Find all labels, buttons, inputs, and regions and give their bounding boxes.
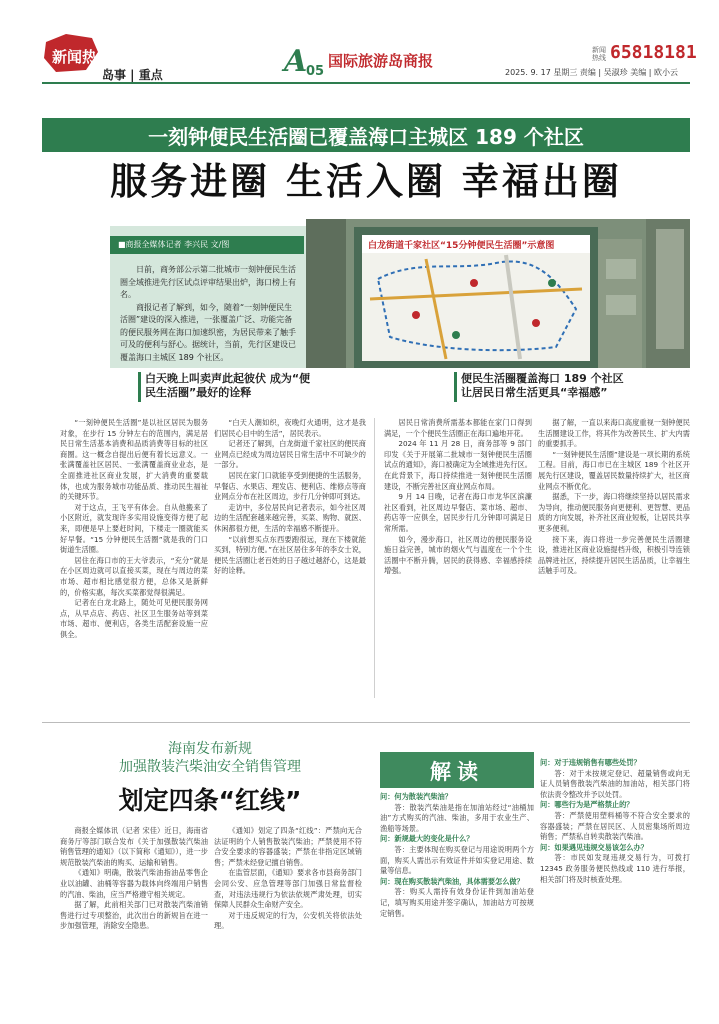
interpretation-banner [380, 752, 534, 788]
section-divider [42, 722, 690, 723]
qa-question: 问：现在购买散装汽柴油，具体需要怎么做？ [380, 876, 524, 886]
paragraph: 走访中，多位居民向记者表示，如今社区周边的生活配套越来越完善，买菜、购物、就医、休闲都很方便，生活的幸福感不断提升。 [214, 502, 366, 533]
byline: ■商报全媒体记者 李兴民 文/图 [118, 240, 230, 249]
story2-kicker: 海南发布新规 加强散装汽柴油安全销售管理 [119, 741, 301, 775]
paragraph: 《通知》明确，散装汽柴油指油品零售企业以油罐、油桶等容器为载体向终端用户销售的汽油、柴油，应当严格遵守相关规定。 [60, 868, 208, 899]
qa-answer: 答：购买人需持有效身份证件到加油站登记，填写购买用途并签字确认，加油站方可按规定销售。 [380, 887, 534, 918]
paragraph: 居住在海口市的王大爷表示，“充分”就是在小区周边就可以直接买菜，现在与周边的菜市场、超市相比感觉很方便，总体又是新鲜的，价格实惠，每次买菜都觉得很满足。 [60, 555, 208, 597]
lead-paragraph: 日前，商务部公示第二批城市一刻钟便民生活圈全域推进先行区试点评审结果出炉，海口榜上有名。 [120, 265, 296, 299]
qa-column [380, 792, 534, 1016]
qa-answer: 答：严禁使用塑料桶等不符合安全要求的容器盛装；严禁在居民区、人员密集场所周边销售；严禁私自转卖散装汽柴油。 [540, 810, 690, 842]
lead-text [120, 264, 300, 364]
article-column [538, 418, 690, 718]
article-column [384, 418, 532, 718]
paragraph: “以前想买点东西要跑很远，现在下楼就能买到，特别方便。”在社区居住多年的李女士说，便民生活圈让老百姓的日子越过越舒心，这是最好的诠释。 [214, 534, 366, 576]
qa-answer: 答：散装汽柴油是指在加油站经过“油桶加油”方式购买的汽油、柴油，多用于农业生产、渔船等场景。 [380, 802, 534, 833]
subhead-right: 便民生活圈覆盖海口 189 个社区 让居民日常生活更具“幸福感” [461, 372, 624, 399]
subhead-bar [138, 372, 141, 402]
page-letter: A [284, 44, 308, 79]
paragraph: “一刻钟便民生活圈”建设是一项长期的系统工程。目前，海口市已在主城区 189 个社区开展先行区建设，覆盖居民数量持续扩大，社区商业网点不断优化。 [538, 449, 690, 491]
paragraph: 居民日常消费所需基本都能在家门口得到满足，一个个便民生活圈正在海口遍地开花。 [384, 418, 532, 438]
qa-question: 问：如果遇见违规交易该怎么办？ [540, 842, 648, 852]
qa-answer: 答：市民如发现违规交易行为，可拨打 12345 政务服务便民热线或 110 进行举报，相关部门将及时核查处理。 [540, 853, 690, 884]
paper-name: 国际旅游岛商报 [328, 52, 434, 70]
paragraph: 据了解，一直以来海口高度重视一刻钟便民生活圈建设工作，将其作为改善民生、扩大内需的重要抓手。 [538, 418, 690, 449]
paragraph: 2024 年 11 月 28 日，商务部等 9 部门印发《关于开展第二批城市一刻钟便民生活圈试点的通知》，海口被确定为全域推进先行区。在此背景下，海口持续推进一刻钟便民生活圈建设，不断完善社区商业网点布局。 [384, 439, 532, 491]
paragraph: “白天人潮如织，夜晚灯火通明，这才是我们居民心目中的生活”，居民表示。 [214, 418, 366, 438]
headline-title: 服务进圈 生活入圈 幸福出圈 [110, 160, 622, 203]
qa-question: 问：哪些行为是严格禁止的？ [540, 800, 634, 810]
header-rule [42, 82, 690, 84]
photo-sign-text: 白龙街道千家社区“15分钟便民生活圈”示意图 [368, 241, 555, 251]
column-divider [374, 418, 375, 698]
headline-kicker: 一刻钟便民生活圈已覆盖海口主城区 189 个社区 [148, 125, 584, 149]
paragraph: 如今，漫步海口，社区周边的便民服务设施日益完善，城市的烟火气与温度在一个个生活圈中不断升腾，居民的获得感、幸福感持续增强。 [384, 534, 532, 576]
article-column [214, 826, 362, 1016]
kicker-band [42, 118, 690, 152]
red-logo-icon [42, 32, 113, 74]
photo-illustration [306, 219, 690, 368]
article-column [60, 418, 208, 718]
newspaper-logo [42, 32, 113, 74]
story2-title: 划定四条“红线” [118, 786, 302, 815]
qa-answer: 答：对于未按规定登记、超量销售或向无证人员销售散装汽柴油的加油站，相关部门将依法责令整改并予以处罚。 [540, 768, 690, 799]
paragraph: 据悉，下一步，海口将继续坚持以居民需求为导向，推动便民服务向更便利、更智慧、更品质的方向发展，补齐社区商业短板，让居民共享更多便利。 [538, 492, 690, 533]
qa-column [540, 758, 690, 1016]
paragraph: 记者在白龙北路上，随处可见便民服务网点，从早点店、药店、社区卫生服务站等到菜市场、超市、便利店，各类生活配套设施一应俱全。 [60, 598, 208, 639]
paragraph: “一刻钟便民生活圈”是以社区居民为服务对象，在步行 15 分钟左右的范围内，满足居民日常生活基本消费和品质消费等目标的社区商圈。这一概念自提出后便有着长远意义。一张满覆盖社区居民、一张满覆盖商业业态，是全面推进社区商业发展，扩大消费的重要载体，也成为服务城市功能品质、推动民生福祉的关键环节。 [60, 418, 208, 502]
subhead-left: 白天晚上叫卖声此起彼伏 成为“便民生活圈”最好的诠释 [145, 372, 311, 399]
interpretation-title: 解读 [430, 760, 484, 784]
logo-text: 新闻热读 [52, 48, 113, 66]
paragraph: 9 月 14 日晚，记者在海口市龙华区滨濂社区看到，社区周边早餐店、菜市场、超市、药店等一应俱全，居民步行几分钟即可满足日常所需。 [384, 492, 532, 533]
paragraph: 对于这点，王飞平有体会。自从他搬来了小区附近，就发现许多实用设施变得方便了起来，即便是早上要赶时间，下楼走一圈就能买好早餐。“15 分钟便民生活圈”就是我的门口街道生活圈。 [60, 502, 208, 555]
qa-answer: 答：主要体现在购买登记与用途说明两个方面，购买人需出示有效证件并如实登记用途、数量等信息。 [380, 844, 534, 876]
page-number: 05 [306, 64, 325, 79]
subhead-bar [454, 372, 457, 402]
hotline-number: 65818181 [610, 42, 697, 63]
byline-bar [110, 236, 304, 254]
article-column [60, 826, 208, 1016]
lead-paragraph: 商报记者了解到，如今，随着“一刻钟便民生活圈”建设的深入推进，一张覆盖广泛、功能完备的便民服务网在海口加速织密，为居民带来了触手可及的便利与舒心。据统计，当前，先行区建设已覆盖海口主城区 189 个社区。 [120, 302, 296, 362]
paragraph: 接下来，海口将进一步完善便民生活圈建设，推进社区商业设施提档升级，积极引导连锁品牌进社区，持续提升居民生活品质，让幸福生活触手可及。 [538, 534, 690, 576]
qa-question: 问：新规最大的变化是什么？ [380, 834, 474, 844]
paragraph: 对于违反规定的行为，公安机关将依法处理。 [214, 910, 362, 931]
news-photo [306, 219, 690, 368]
paragraph: 据了解，此前相关部门已对散装汽柴油销售进行过专项整治，此次出台的新规旨在进一步加强管理，消除安全隐患。 [60, 900, 208, 931]
section-label: 岛事 | 重点 [102, 68, 163, 82]
paragraph: 居民在家门口就能享受到便捷的生活服务，早餐店、水果店、理发店、便利店、维修点等商业网点分布在社区周边，步行几分钟即可到达。 [214, 470, 366, 502]
hotline-label: 新闻热线 [592, 46, 606, 62]
dateline: 2025. 9. 17 星期三 责编 | 吴淑珍 美编 | 欧小云 [505, 68, 678, 77]
paragraph: 《通知》划定了四条“红线”：严禁向无合法证明的个人销售散装汽柴油；严禁使用不符合安全要求的容器盛装；严禁在非指定区域销售；严禁未经登记擅自销售。 [214, 826, 362, 867]
paragraph: 记者还了解到，白龙街道千家社区的便民商业网点已经成为周边居民日常生活中不可缺少的一部分。 [214, 439, 366, 470]
qa-question: 问：何为散装汽柴油？ [380, 792, 452, 801]
paragraph: 在监管层面，《通知》要求各市县商务部门会同公安、应急管理等部门加强日常监督检查，对违法违规行为依法依规严肃处理，切实保障人民群众生命财产安全。 [214, 868, 362, 910]
article-column [214, 418, 366, 718]
paragraph: 商报全媒体讯（记者 宋佳）近日，海南省商务厅等部门联合发布《关于加强散装汽柴油销售管理的通知》（以下简称《通知》），进一步规范散装汽柴油的购买、运输和销售。 [60, 826, 208, 867]
qa-question: 问：对于违规销售有哪些处罚？ [540, 758, 641, 767]
